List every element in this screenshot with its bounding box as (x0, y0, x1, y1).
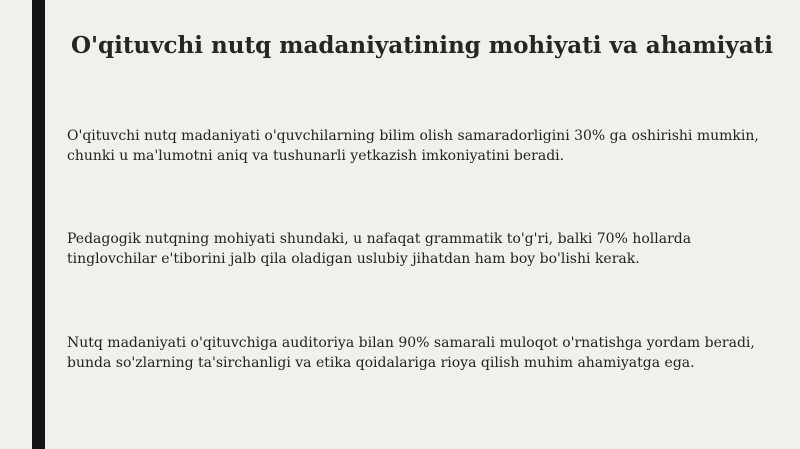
paragraph-3: Nutq madaniyati o'qituvchiga auditoriya bilan 90% samarali muloqot o'rnatishga yordam beradi, bunda so'zlarning ta'sirchanligi va etika qoidalariga rioya qilish muhim ahamiyatga ega. (67, 335, 755, 371)
paragraph-2: Pedagogik nutqning mohiyati shundaki, u nafaqat grammatik to'g'ri, balki 70% hollarda tinglovchilar e'tiborini jalb qila oladigan uslubiy jihatdan ham boy bo'lishi kerak. (67, 231, 692, 267)
slide-title: O'qituvchi nutq madaniyatining mohiyati va ahamiyati (70, 32, 774, 59)
paragraph-1: O'qituvchi nutq madaniyati o'quvchilarning bilim olish samaradorligini 30% ga oshirishi mumkin, chunki u ma'lumotni aniq va tushunarli yetkazish imkoniyatini beradi. (67, 128, 759, 164)
left-accent-bar (32, 0, 45, 449)
